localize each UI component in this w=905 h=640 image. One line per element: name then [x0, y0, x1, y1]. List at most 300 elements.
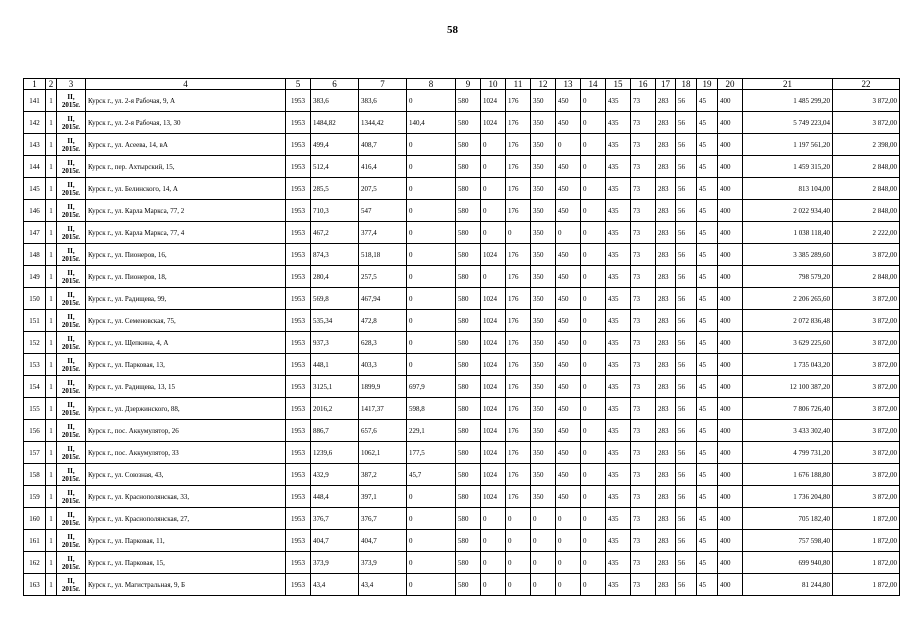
year-label: 2015г.: [61, 298, 81, 307]
column-header: 11: [506, 79, 531, 90]
cell-c6: 404,7: [311, 530, 359, 552]
cell-c15: 435: [606, 442, 631, 464]
cell-c14: 0: [581, 112, 606, 134]
cell-c6: 280,4: [311, 266, 359, 288]
cell-c19: 45: [697, 574, 718, 596]
cell-c22: 1 872,00: [833, 574, 900, 596]
year-label: 2015г.: [61, 408, 81, 417]
cell-c21: 798 579,20: [743, 266, 833, 288]
cell-c18: 56: [676, 266, 697, 288]
cell-c2: 1: [46, 332, 57, 354]
cell-c19: 45: [697, 420, 718, 442]
cell-c18: 56: [676, 134, 697, 156]
cell-c21: 2 022 934,40: [743, 200, 833, 222]
cell-addr: Курск г., ул. 2-я Рабочая, 9, А: [86, 90, 286, 112]
cell-c12: 350: [531, 134, 556, 156]
cell-c21: 5 749 223,04: [743, 112, 833, 134]
cell-c21: 1 459 315,20: [743, 156, 833, 178]
cell-addr: Курск г., ул. Краснополянская, 33,: [86, 486, 286, 508]
cell-c14: 0: [581, 552, 606, 574]
cell-c15: 435: [606, 354, 631, 376]
cell-c16: 73: [631, 112, 656, 134]
column-header: 9: [456, 79, 481, 90]
cell-n: 142: [24, 112, 46, 134]
cell-c18: 56: [676, 244, 697, 266]
cell-c16: 73: [631, 222, 656, 244]
cell-c9: 580: [456, 464, 481, 486]
cell-c20: 400: [718, 156, 743, 178]
cell-c17: 283: [656, 442, 676, 464]
cell-c7: 657,6: [359, 420, 407, 442]
quarter-label: II,: [67, 290, 75, 299]
table-row: [24, 486, 900, 508]
cell-c19: 45: [697, 398, 718, 420]
cell-year: 1953: [286, 244, 311, 266]
cell-c14: 0: [581, 310, 606, 332]
cell-c22: 1 872,00: [833, 508, 900, 530]
cell-c14: 0: [581, 266, 606, 288]
quarter-cell: [57, 574, 86, 596]
cell-c22: 3 872,00: [833, 90, 900, 112]
column-header: 7: [359, 79, 407, 90]
cell-c14: 0: [581, 200, 606, 222]
cell-year: 1953: [286, 508, 311, 530]
cell-c8: 0: [407, 244, 456, 266]
column-header: 18: [676, 79, 697, 90]
cell-n: 149: [24, 266, 46, 288]
cell-c12: 350: [531, 200, 556, 222]
cell-c18: 56: [676, 530, 697, 552]
cell-c17: 283: [656, 530, 676, 552]
cell-c18: 56: [676, 178, 697, 200]
cell-c8: 0: [407, 90, 456, 112]
year-label: 2015г.: [61, 100, 81, 109]
cell-c10: 1024: [481, 398, 506, 420]
cell-c19: 45: [697, 310, 718, 332]
cell-c19: 45: [697, 442, 718, 464]
cell-c15: 435: [606, 530, 631, 552]
cell-addr: Курск г., ул. Семеновская, 75,: [86, 310, 286, 332]
table-header-row: [24, 79, 900, 90]
cell-c11: 176: [506, 354, 531, 376]
table-row: [24, 310, 900, 332]
cell-c17: 283: [656, 376, 676, 398]
cell-c22: 3 872,00: [833, 288, 900, 310]
cell-c11: 176: [506, 442, 531, 464]
cell-c14: 0: [581, 332, 606, 354]
cell-c7: 376,7: [359, 508, 407, 530]
cell-c20: 400: [718, 266, 743, 288]
cell-c15: 435: [606, 420, 631, 442]
cell-addr: Курск г., ул. 2-я Рабочая, 13, 30: [86, 112, 286, 134]
cell-c9: 580: [456, 222, 481, 244]
cell-c21: 1 676 188,80: [743, 464, 833, 486]
cell-year: 1953: [286, 376, 311, 398]
cell-year: 1953: [286, 552, 311, 574]
cell-addr: Курск г., ул. Краснополянская, 27,: [86, 508, 286, 530]
cell-c21: 1 485 299,20: [743, 90, 833, 112]
cell-c18: 56: [676, 464, 697, 486]
cell-c10: 1024: [481, 90, 506, 112]
year-label: 2015г.: [61, 452, 81, 461]
cell-year: 1953: [286, 310, 311, 332]
cell-addr: Курск г., ул. Щепкина, 4, А: [86, 332, 286, 354]
cell-c13: 450: [556, 266, 581, 288]
cell-c11: 176: [506, 420, 531, 442]
cell-c9: 580: [456, 310, 481, 332]
cell-c8: 0: [407, 222, 456, 244]
cell-c8: 0: [407, 200, 456, 222]
cell-c12: 0: [531, 574, 556, 596]
cell-c9: 580: [456, 244, 481, 266]
cell-c16: 73: [631, 508, 656, 530]
cell-c16: 73: [631, 90, 656, 112]
cell-c20: 400: [718, 376, 743, 398]
year-label: 2015г.: [61, 276, 81, 285]
year-label: 2015г.: [61, 386, 81, 395]
cell-c10: 1024: [481, 486, 506, 508]
cell-c19: 45: [697, 134, 718, 156]
cell-c8: 140,4: [407, 112, 456, 134]
quarter-label: II,: [67, 466, 75, 475]
quarter-label: II,: [67, 136, 75, 145]
cell-c16: 73: [631, 420, 656, 442]
table-row: [24, 200, 900, 222]
cell-addr: Курск г., ул. Парковая, 11,: [86, 530, 286, 552]
cell-c11: 176: [506, 332, 531, 354]
cell-c11: 176: [506, 288, 531, 310]
quarter-cell: [57, 332, 86, 354]
cell-c21: 1 197 561,20: [743, 134, 833, 156]
cell-c12: 350: [531, 442, 556, 464]
column-header: 2: [46, 79, 57, 90]
cell-c17: 283: [656, 288, 676, 310]
cell-c11: 176: [506, 486, 531, 508]
cell-c22: 3 872,00: [833, 376, 900, 398]
quarter-label: II,: [67, 444, 75, 453]
cell-c11: 176: [506, 156, 531, 178]
cell-c21: 4 799 731,20: [743, 442, 833, 464]
cell-c20: 400: [718, 178, 743, 200]
cell-c7: 377,4: [359, 222, 407, 244]
table-row: [24, 266, 900, 288]
cell-c18: 56: [676, 376, 697, 398]
cell-c19: 45: [697, 178, 718, 200]
cell-c22: 3 872,00: [833, 112, 900, 134]
cell-c9: 580: [456, 200, 481, 222]
cell-c11: 0: [506, 574, 531, 596]
cell-year: 1953: [286, 486, 311, 508]
cell-c15: 435: [606, 508, 631, 530]
cell-c10: 1024: [481, 332, 506, 354]
cell-n: 157: [24, 442, 46, 464]
cell-addr: Курск г., ул. Радищева, 13, 15: [86, 376, 286, 398]
cell-c6: 2016,2: [311, 398, 359, 420]
table-body: [24, 90, 900, 596]
cell-c2: 1: [46, 288, 57, 310]
cell-c19: 45: [697, 156, 718, 178]
cell-c12: 350: [531, 486, 556, 508]
quarter-cell: [57, 200, 86, 222]
cell-c13: 0: [556, 552, 581, 574]
cell-c7: 628,3: [359, 332, 407, 354]
cell-c8: 0: [407, 178, 456, 200]
column-header: 8: [407, 79, 456, 90]
column-header: 1: [24, 79, 46, 90]
cell-c6: 376,7: [311, 508, 359, 530]
cell-c7: 1899,9: [359, 376, 407, 398]
cell-c8: 0: [407, 508, 456, 530]
cell-c7: 547: [359, 200, 407, 222]
year-label: 2015г.: [61, 430, 81, 439]
cell-c17: 283: [656, 552, 676, 574]
table-row: [24, 464, 900, 486]
cell-c19: 45: [697, 200, 718, 222]
cell-c8: 0: [407, 134, 456, 156]
column-header: 4: [86, 79, 286, 90]
cell-c15: 435: [606, 244, 631, 266]
cell-c18: 56: [676, 574, 697, 596]
cell-c2: 1: [46, 354, 57, 376]
cell-c19: 45: [697, 376, 718, 398]
cell-c9: 580: [456, 486, 481, 508]
table-row: [24, 222, 900, 244]
cell-c12: 350: [531, 244, 556, 266]
cell-c7: 404,7: [359, 530, 407, 552]
cell-c22: 2 398,00: [833, 134, 900, 156]
cell-c19: 45: [697, 486, 718, 508]
cell-c17: 283: [656, 574, 676, 596]
cell-n: 147: [24, 222, 46, 244]
cell-c10: 0: [481, 156, 506, 178]
cell-c10: 1024: [481, 288, 506, 310]
quarter-cell: [57, 508, 86, 530]
cell-c6: 512,4: [311, 156, 359, 178]
cell-c14: 0: [581, 222, 606, 244]
page-number: 58: [447, 24, 458, 36]
cell-c21: 7 806 726,40: [743, 398, 833, 420]
cell-c2: 1: [46, 420, 57, 442]
cell-c13: 0: [556, 134, 581, 156]
cell-c10: 0: [481, 178, 506, 200]
cell-c10: 1024: [481, 244, 506, 266]
cell-c20: 400: [718, 574, 743, 596]
cell-c19: 45: [697, 222, 718, 244]
cell-c12: 350: [531, 398, 556, 420]
cell-c11: 176: [506, 90, 531, 112]
cell-c11: 176: [506, 134, 531, 156]
quarter-cell: [57, 266, 86, 288]
cell-c20: 400: [718, 508, 743, 530]
cell-c2: 1: [46, 376, 57, 398]
quarter-label: II,: [67, 180, 75, 189]
cell-c9: 580: [456, 552, 481, 574]
cell-addr: Курск г., ул. Парковая, 13,: [86, 354, 286, 376]
cell-addr: Курск г., пер. Ахтырский, 15,: [86, 156, 286, 178]
cell-n: 159: [24, 486, 46, 508]
quarter-label: II,: [67, 554, 75, 563]
cell-c6: 373,9: [311, 552, 359, 574]
cell-c19: 45: [697, 354, 718, 376]
cell-c11: 0: [506, 222, 531, 244]
cell-c9: 580: [456, 442, 481, 464]
cell-c20: 400: [718, 90, 743, 112]
cell-c20: 400: [718, 552, 743, 574]
cell-c8: 229,1: [407, 420, 456, 442]
cell-c20: 400: [718, 134, 743, 156]
quarter-cell: [57, 288, 86, 310]
quarter-cell: [57, 486, 86, 508]
cell-c7: 518,18: [359, 244, 407, 266]
cell-c13: 450: [556, 376, 581, 398]
column-header: 3: [57, 79, 86, 90]
quarter-label: II,: [67, 92, 75, 101]
cell-c21: 813 104,00: [743, 178, 833, 200]
cell-c21: 1 736 204,80: [743, 486, 833, 508]
cell-c13: 450: [556, 398, 581, 420]
cell-c20: 400: [718, 332, 743, 354]
column-header: 13: [556, 79, 581, 90]
cell-n: 150: [24, 288, 46, 310]
cell-c18: 56: [676, 332, 697, 354]
cell-c22: 3 872,00: [833, 464, 900, 486]
cell-c20: 400: [718, 112, 743, 134]
cell-c7: 397,1: [359, 486, 407, 508]
quarter-label: II,: [67, 400, 75, 409]
quarter-cell: [57, 530, 86, 552]
cell-c13: 450: [556, 354, 581, 376]
cell-c14: 0: [581, 178, 606, 200]
cell-n: 160: [24, 508, 46, 530]
cell-c8: 0: [407, 288, 456, 310]
cell-c22: 1 872,00: [833, 552, 900, 574]
cell-c10: 1024: [481, 464, 506, 486]
quarter-cell: [57, 222, 86, 244]
table-row: [24, 574, 900, 596]
cell-c15: 435: [606, 398, 631, 420]
cell-c16: 73: [631, 376, 656, 398]
table-row: [24, 398, 900, 420]
table-row: [24, 244, 900, 266]
cell-c12: 350: [531, 332, 556, 354]
cell-c20: 400: [718, 530, 743, 552]
cell-c9: 580: [456, 398, 481, 420]
cell-c6: 448,4: [311, 486, 359, 508]
cell-c12: 350: [531, 222, 556, 244]
cell-c11: 176: [506, 112, 531, 134]
year-label: 2015г.: [61, 232, 81, 241]
table-row: [24, 112, 900, 134]
cell-year: 1953: [286, 134, 311, 156]
cell-c17: 283: [656, 332, 676, 354]
cell-c6: 448,1: [311, 354, 359, 376]
cell-c9: 580: [456, 134, 481, 156]
cell-c2: 1: [46, 574, 57, 596]
cell-c20: 400: [718, 244, 743, 266]
cell-c10: 0: [481, 552, 506, 574]
year-label: 2015г.: [61, 144, 81, 153]
year-label: 2015г.: [61, 364, 81, 373]
cell-addr: Курск г., ул. Пионеров, 18,: [86, 266, 286, 288]
cell-c15: 435: [606, 464, 631, 486]
cell-n: 151: [24, 310, 46, 332]
column-header: 16: [631, 79, 656, 90]
cell-c14: 0: [581, 376, 606, 398]
cell-c2: 1: [46, 464, 57, 486]
cell-c15: 435: [606, 552, 631, 574]
quarter-label: II,: [67, 246, 75, 255]
cell-n: 155: [24, 398, 46, 420]
cell-c12: 350: [531, 310, 556, 332]
year-label: 2015г.: [61, 540, 81, 549]
cell-year: 1953: [286, 178, 311, 200]
cell-year: 1953: [286, 222, 311, 244]
cell-c13: 450: [556, 178, 581, 200]
cell-c11: 176: [506, 178, 531, 200]
cell-year: 1953: [286, 266, 311, 288]
cell-c7: 1062,1: [359, 442, 407, 464]
cell-c13: 450: [556, 486, 581, 508]
cell-c12: 350: [531, 464, 556, 486]
cell-c14: 0: [581, 530, 606, 552]
column-header: 21: [743, 79, 833, 90]
cell-c7: 408,7: [359, 134, 407, 156]
cell-c18: 56: [676, 508, 697, 530]
cell-c18: 56: [676, 486, 697, 508]
cell-c9: 580: [456, 266, 481, 288]
cell-c10: 0: [481, 508, 506, 530]
cell-c17: 283: [656, 464, 676, 486]
cell-c2: 1: [46, 90, 57, 112]
cell-c16: 73: [631, 530, 656, 552]
cell-c12: 350: [531, 420, 556, 442]
cell-c13: 450: [556, 442, 581, 464]
quarter-cell: [57, 244, 86, 266]
cell-c9: 580: [456, 420, 481, 442]
table-row: [24, 552, 900, 574]
cell-c8: 0: [407, 530, 456, 552]
cell-c10: 1024: [481, 112, 506, 134]
quarter-cell: [57, 464, 86, 486]
cell-c16: 73: [631, 178, 656, 200]
quarter-label: II,: [67, 356, 75, 365]
cell-c7: 373,9: [359, 552, 407, 574]
cell-c13: 0: [556, 508, 581, 530]
cell-c18: 56: [676, 200, 697, 222]
cell-c16: 73: [631, 156, 656, 178]
cell-c12: 350: [531, 354, 556, 376]
cell-c14: 0: [581, 90, 606, 112]
quarter-cell: [57, 420, 86, 442]
year-label: 2015г.: [61, 188, 81, 197]
cell-c11: 176: [506, 310, 531, 332]
cell-addr: Курск г., ул. Союзная, 43,: [86, 464, 286, 486]
cell-c17: 283: [656, 222, 676, 244]
quarter-label: II,: [67, 224, 75, 233]
cell-n: 148: [24, 244, 46, 266]
cell-c16: 73: [631, 266, 656, 288]
cell-c13: 450: [556, 244, 581, 266]
column-header: 19: [697, 79, 718, 90]
column-header: 20: [718, 79, 743, 90]
cell-c6: 285,5: [311, 178, 359, 200]
cell-c12: 350: [531, 288, 556, 310]
quarter-label: II,: [67, 268, 75, 277]
cell-c16: 73: [631, 552, 656, 574]
column-header: 15: [606, 79, 631, 90]
cell-c16: 73: [631, 310, 656, 332]
cell-c15: 435: [606, 376, 631, 398]
